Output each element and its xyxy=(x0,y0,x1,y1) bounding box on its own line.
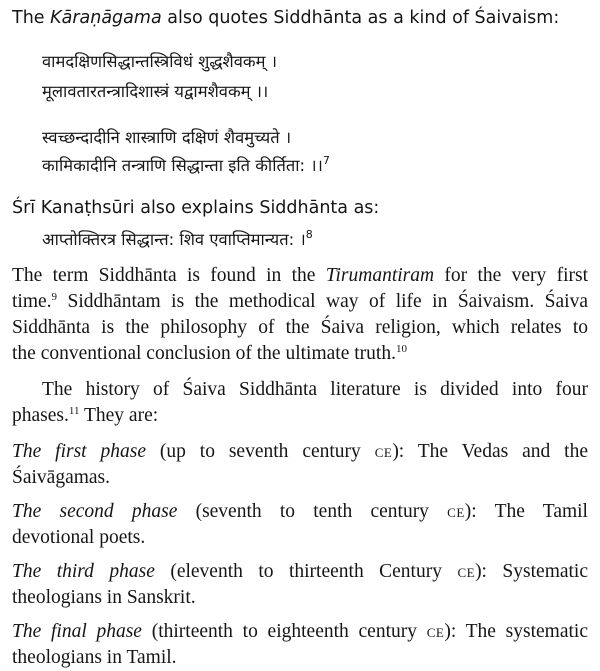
phase-2-line-2: devotional poets. xyxy=(12,527,146,548)
intro-text-post: also quotes Siddhānta as a kind of Śaivaism: xyxy=(161,8,560,28)
footnote-ref-9: 9 xyxy=(51,291,58,303)
verse-line-1: वामदक्षिणसिद्धान्तस्त्रिविधं शुद्धशैवकम् । xyxy=(42,52,277,71)
phase-3-line-1: The third phase (eleventh to thirteenth Century CE): Systematic xyxy=(12,561,589,582)
phase-4-line-2: theologians in Tamil. xyxy=(12,647,177,668)
intro-text-pre: The xyxy=(12,8,51,28)
kanath-verse-text: आप्तोक्तिरत्र सिद्धान्त: शिव एवाप्तिमान्यत: । xyxy=(42,230,306,249)
phase-3-line-2: theologians in Sanskrit. xyxy=(12,587,196,608)
phase-3-name: The third phase xyxy=(12,561,155,582)
phase-1-name: The first phase xyxy=(12,441,146,462)
phase-2-line-1: The second phase (seventh to tenth century CE): The Tamil xyxy=(12,501,588,522)
footnote-ref-7: 7 xyxy=(322,154,330,167)
phase-1-line-1: The first phase (up to seventh century CE): The Vedas and the xyxy=(12,441,588,462)
phase-2-name: The second phase xyxy=(12,501,178,522)
para1-line-4: the conventional conclusion of the ultimate truth.$^{10}$ xyxy=(12,343,407,364)
para1-line-1: The term Siddhānta is found in the Tirumantiram for the very first xyxy=(12,265,588,286)
verse-line-3: स्वच्छन्दादीनि शास्त्राणि दक्षिणं शैवमुच्यते । xyxy=(42,128,292,147)
intro-title: Kāraṇāgama xyxy=(50,8,162,28)
para1-line-3: Siddhānta is the philosophy of the Śaiva religion, which relates to xyxy=(12,317,588,338)
para1-line-2: time.$^9$ Siddhāntam is the methodical way of life in Śaivaism. Śaiva xyxy=(12,291,588,312)
footnote-ref-11: 11 xyxy=(68,405,80,417)
para2-line-2: phases.$^{11}$ They are: xyxy=(12,405,159,426)
phase-4-name: The final phase xyxy=(12,621,142,642)
kanath-line: Śrī Kanaṭhsūri also explains Siddhānta as: xyxy=(12,198,380,218)
footnote-ref-10: 10 xyxy=(395,343,407,355)
kanath-verse xyxy=(42,228,313,252)
intro-line xyxy=(12,6,559,30)
phase-4-line-1: The final phase (thirteenth to eighteenth century CE): The systematic xyxy=(12,621,588,642)
verse-line-2: मूलावतारतन्त्रादिशास्त्रं यद्वामशैवकम् ।। xyxy=(42,82,269,101)
verse-line-4 xyxy=(42,154,330,178)
tirumantiram-title: Tirumantiram xyxy=(325,265,435,286)
phase-1-line-2: Śaivāgamas. xyxy=(12,467,111,488)
footnote-ref-8: 8 xyxy=(305,228,313,241)
para2-line-1: The history of Śaiva Siddhānta literature is divided into four xyxy=(42,379,588,400)
verse-line-4-text: कामिकादीनि तन्त्राणि सिद्धान्ता इति कीर्तिता: ।। xyxy=(42,156,323,175)
